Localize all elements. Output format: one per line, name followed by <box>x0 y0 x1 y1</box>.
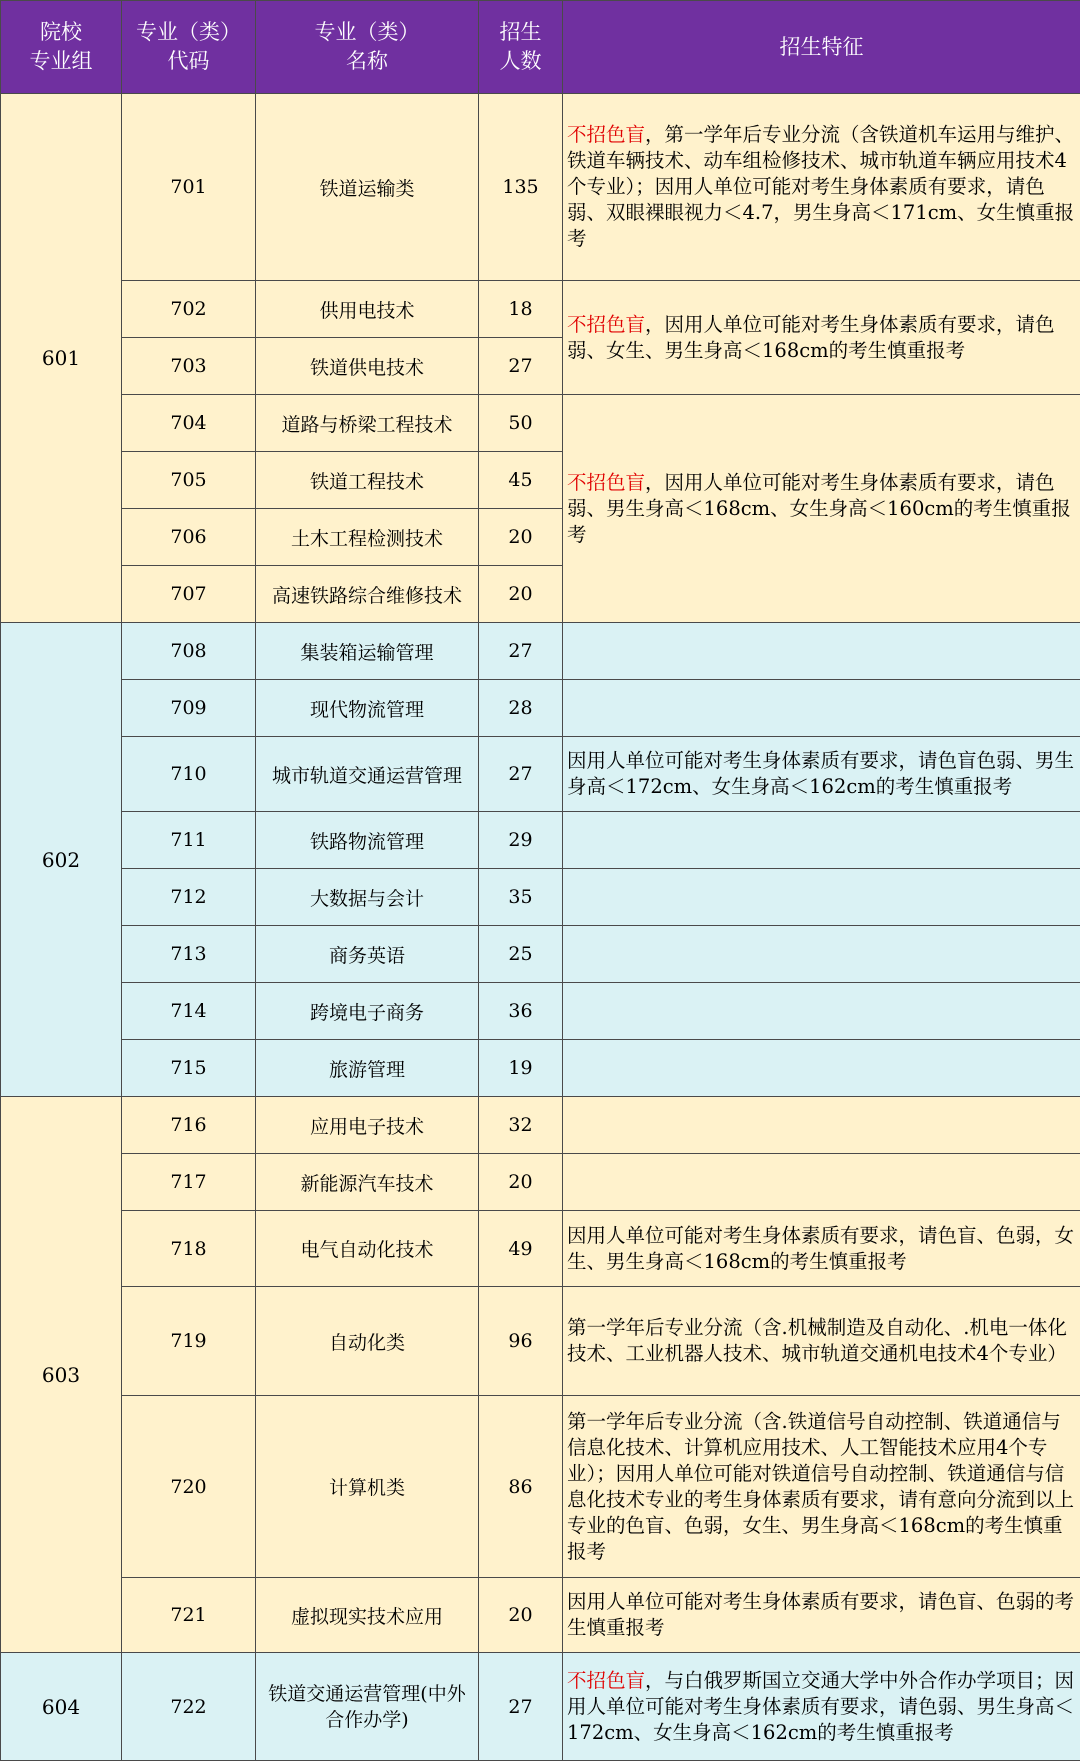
feature-text: ，因用人单位可能对考生身体素质有要求，请色弱、男生身高＜168cm、女生身高＜160cm的考生慎重报考 <box>567 470 1071 546</box>
count-cell: 28 <box>479 680 563 737</box>
feature-cell <box>563 1211 1080 1287</box>
table-row <box>1 1578 1080 1653</box>
name-cell: 大数据与会计 <box>256 869 479 926</box>
table-row <box>1 1396 1080 1578</box>
feature-cell <box>563 281 1080 395</box>
code-cell: 706 <box>122 509 256 566</box>
count-cell: 36 <box>479 983 563 1040</box>
name-cell: 铁道工程技术 <box>256 452 479 509</box>
table-row <box>1 1287 1080 1396</box>
count-cell: 19 <box>479 1040 563 1097</box>
name-cell: 城市轨道交通运营管理 <box>256 737 479 812</box>
name-cell: 新能源汽车技术 <box>256 1154 479 1211</box>
code-cell: 701 <box>122 94 256 281</box>
feature-text: 因用人单位可能对考生身体素质有要求，请色盲、色弱的考生慎重报考 <box>567 1590 1075 1639</box>
feature-cell <box>563 680 1080 737</box>
count-cell: 20 <box>479 566 563 623</box>
feature-cell <box>563 926 1080 983</box>
header-name-label: 专业（类） 名称 <box>314 20 420 73</box>
header-row <box>1 1 1080 94</box>
header-features <box>563 1 1080 94</box>
feature-cell <box>563 623 1080 680</box>
no-colorblind-warning: 不招色盲 <box>567 312 646 336</box>
name-cell: 道路与桥梁工程技术 <box>256 395 479 452</box>
name-cell: 铁路物流管理 <box>256 812 479 869</box>
name-cell: 铁道供电技术 <box>256 338 479 395</box>
feature-cell <box>563 812 1080 869</box>
count-cell: 20 <box>479 1578 563 1653</box>
header-count-label: 招生 人数 <box>499 20 542 73</box>
name-cell: 铁道运输类 <box>256 94 479 281</box>
count-cell: 27 <box>479 737 563 812</box>
name-cell: 商务英语 <box>256 926 479 983</box>
code-cell: 704 <box>122 395 256 452</box>
code-cell: 703 <box>122 338 256 395</box>
code-cell: 709 <box>122 680 256 737</box>
table-row <box>1 926 1080 983</box>
count-cell: 135 <box>479 94 563 281</box>
code-cell: 710 <box>122 737 256 812</box>
name-cell: 旅游管理 <box>256 1040 479 1097</box>
feature-text: ，因用人单位可能对考生身体素质有要求，请色弱、女生、男生身高＜168cm的考生慎重报考 <box>567 312 1055 362</box>
code-cell: 719 <box>122 1287 256 1396</box>
feature-cell <box>563 1154 1080 1211</box>
table-row <box>1 395 1080 452</box>
header-group-label: 院校 专业组 <box>29 20 93 73</box>
code-cell: 707 <box>122 566 256 623</box>
name-cell: 土木工程检测技术 <box>256 509 479 566</box>
table-row <box>1 737 1080 812</box>
header-features-label: 招生特征 <box>779 34 864 59</box>
table-row <box>1 812 1080 869</box>
count-cell: 18 <box>479 281 563 338</box>
count-cell: 27 <box>479 1653 563 1761</box>
feature-cell <box>563 395 1080 623</box>
code-cell: 718 <box>122 1211 256 1287</box>
count-cell: 45 <box>479 452 563 509</box>
name-cell: 集装箱运输管理 <box>256 623 479 680</box>
table-row <box>1 983 1080 1040</box>
feature-cell <box>563 1578 1080 1653</box>
header-code <box>122 1 256 94</box>
table-row <box>1 1154 1080 1211</box>
count-cell: 35 <box>479 869 563 926</box>
code-cell: 713 <box>122 926 256 983</box>
code-cell: 720 <box>122 1396 256 1578</box>
feature-text: ，第一学年后专业分流（含铁道机车运用与维护、铁道车辆技术、动车组检修技术、城市轨道车辆应用技术4个专业）；因用人单位可能对考生身体素质有要求，请色弱、双眼裸眼视力＜4.7，男生身高＜171cm、女生慎重报考 <box>567 123 1075 250</box>
table-row <box>1 623 1080 680</box>
count-cell: 20 <box>479 1154 563 1211</box>
count-cell: 27 <box>479 338 563 395</box>
code-cell: 721 <box>122 1578 256 1653</box>
feature-text: 第一学年后专业分流（含.铁道信号自动控制、铁道通信与信息化技术、计算机应用技术、人工智能技术应用4个专业）；因用人单位可能对铁道信号自动控制、铁道通信与信息化技术专业的考生身体素质有要求，请有意向分流到以上专业的色盲、色弱，女生、男生身高＜168cm的考生慎重报考 <box>567 1409 1075 1563</box>
name-cell: 自动化类 <box>256 1287 479 1396</box>
table-row <box>1 1211 1080 1287</box>
no-colorblind-warning: 不招色盲 <box>567 1668 646 1692</box>
count-cell: 25 <box>479 926 563 983</box>
name-cell: 现代物流管理 <box>256 680 479 737</box>
header-count <box>479 1 563 94</box>
count-cell: 20 <box>479 509 563 566</box>
code-cell: 714 <box>122 983 256 1040</box>
table-row <box>1 869 1080 926</box>
code-cell: 716 <box>122 1097 256 1154</box>
no-colorblind-warning: 不招色盲 <box>567 123 646 146</box>
name-cell: 供用电技术 <box>256 281 479 338</box>
count-cell: 27 <box>479 623 563 680</box>
name-cell: 虚拟现实技术应用 <box>256 1578 479 1653</box>
table-row <box>1 281 1080 338</box>
count-cell: 29 <box>479 812 563 869</box>
name-cell: 铁道交通运营管理(中外合作办学) <box>256 1653 479 1761</box>
code-cell: 712 <box>122 869 256 926</box>
feature-text: 因用人单位可能对考生身体素质有要求，请色盲、色弱，女生、男生身高＜168cm的考生慎重报考 <box>567 1223 1075 1273</box>
name-cell: 电气自动化技术 <box>256 1211 479 1287</box>
name-cell: 高速铁路综合维修技术 <box>256 566 479 623</box>
header-code-label: 专业（类） 代码 <box>136 20 241 73</box>
table-row <box>1 680 1080 737</box>
feature-cell <box>563 1097 1080 1154</box>
feature-cell <box>563 1653 1080 1761</box>
code-cell: 702 <box>122 281 256 338</box>
feature-cell <box>563 737 1080 812</box>
name-cell: 计算机类 <box>256 1396 479 1578</box>
table-row <box>1 94 1080 281</box>
feature-cell <box>563 1396 1080 1578</box>
feature-cell <box>563 1287 1080 1396</box>
group-cell-604: 604 <box>1 1653 122 1761</box>
feature-text: 因用人单位可能对考生身体素质有要求，请色盲色弱、男生身高＜172cm、女生身高＜162cm的考生慎重报考 <box>567 749 1075 798</box>
code-cell: 711 <box>122 812 256 869</box>
count-cell: 32 <box>479 1097 563 1154</box>
feature-text: 第一学年后专业分流（含.机械制造及自动化、.机电一体化技术、工业机器人技术、城市轨道交通机电技术4个专业） <box>567 1316 1067 1365</box>
header-group <box>1 1 122 94</box>
group-cell-602: 602 <box>1 623 122 1097</box>
no-colorblind-warning: 不招色盲 <box>567 470 646 494</box>
feature-cell <box>563 1040 1080 1097</box>
table-row <box>1 1653 1080 1761</box>
name-cell: 应用电子技术 <box>256 1097 479 1154</box>
code-cell: 708 <box>122 623 256 680</box>
count-cell: 86 <box>479 1396 563 1578</box>
count-cell: 96 <box>479 1287 563 1396</box>
table-row <box>1 1097 1080 1154</box>
header-name <box>256 1 479 94</box>
count-cell: 49 <box>479 1211 563 1287</box>
feature-text: ，与白俄罗斯国立交通大学中外合作办学项目；因用人单位可能对考生身体素质有要求，请色弱、男生身高＜172cm、女生身高＜162cm的考生慎重报考 <box>567 1668 1075 1744</box>
group-cell-601: 601 <box>1 94 122 623</box>
code-cell: 722 <box>122 1653 256 1761</box>
code-cell: 715 <box>122 1040 256 1097</box>
feature-cell <box>563 983 1080 1040</box>
feature-cell <box>563 94 1080 281</box>
table-row <box>1 1040 1080 1097</box>
count-cell: 50 <box>479 395 563 452</box>
feature-cell <box>563 869 1080 926</box>
code-cell: 705 <box>122 452 256 509</box>
code-cell: 717 <box>122 1154 256 1211</box>
group-cell-603: 603 <box>1 1097 122 1653</box>
name-cell: 跨境电子商务 <box>256 983 479 1040</box>
